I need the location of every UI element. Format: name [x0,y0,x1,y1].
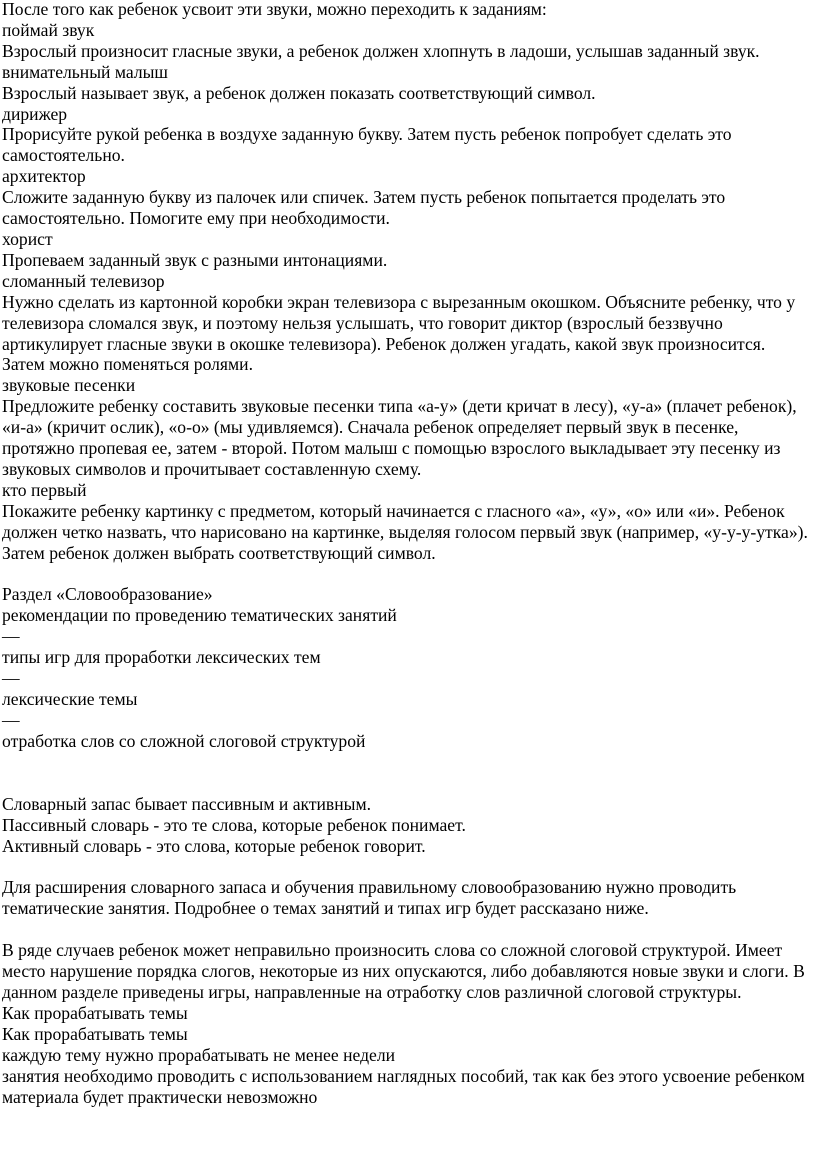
game-title-catch-sound: поймай звук [2,19,95,40]
section-link-game-types[interactable]: типы игр для проработки лексических тем [2,647,321,668]
section-separator: — [2,709,20,730]
section-link-recommendations[interactable]: рекомендации по проведению тематических занятий [2,605,397,626]
vocab-line: Пассивный словарь - это те слова, которые ребенок понимает. [2,814,466,835]
howto-heading: Как прорабатывать темы [2,1002,188,1023]
game-text-who-first: Покажите ребенку картинку с предметом, который начинается с гласного «а», «у», «о» или «и». Ребенок должен четко назвать, что нарисовано на картинке, выделяя голосом первый звук (например, «у-у-у-утка»). Затем ребенок должен выбрать соответствующий символ. [2,500,808,563]
section-separator: — [2,626,20,647]
game-text-broken-tv: Нужно сделать из картонной коробки экран телевизора с вырезанным окошком. Объясните ребенку, что у телевизора сломался звук, и поэтому нельзя услышать, что говорит диктор (взрослый беззвучно артикулирует гласные звуки в окошке телевизора). Ребенок должен угадать, какой звук произносится. Затем можно поменяться ролями. [2,291,796,375]
howto-rule: каждую тему нужно прорабатывать не менее недели [2,1044,396,1065]
spacer [2,752,808,794]
game-title-conductor: дирижер [2,103,68,124]
game-text-conductor: Прорисуйте рукой ребенка в воздухе заданную букву. Затем пусть ребенок попробует сделать это самостоятельно. [2,124,732,166]
spacer [2,919,808,940]
howto-heading: Как прорабатывать темы [2,1023,188,1044]
game-text-architect: Сложите заданную букву из палочек или спичек. Затем пусть ребенок попытается проделать это самостоятельно. Помогите ему при необходимости. [2,187,726,229]
game-text-chorister: Пропеваем заданный звук с разными интонациями. [2,249,388,270]
spacer [2,563,808,584]
themes-paragraph: Для расширения словарного запаса и обучения правильному словообразованию нужно проводить тематические занятия. Подробнее о темах занятий и типах игр будет рассказано ниже. [2,877,737,919]
section-link-syllable-structure[interactable]: отработка слов со сложной слоговой структурой [2,730,366,751]
section-link-lexical-themes[interactable]: лексические темы [2,689,138,709]
section-separator: — [2,668,20,689]
game-title-chorister: хорист [2,228,53,249]
vocab-line: Активный словарь - это слова, которые ребенок говорит. [2,835,426,856]
howto-rule: занятия необходимо проводить с использованием наглядных пособий, так как без этого усвоение ребенком материала будет практически невозможно [2,1065,805,1107]
vocab-line: Словарный запас бывает пассивным и активным. [2,793,372,814]
section-title: Раздел «Словообразование» [2,584,213,605]
syllables-paragraph: В ряде случаев ребенок может неправильно произносить слова со сложной слоговой структурой. Имеет место нарушение порядка слогов, некоторые из них опускаются, либо добавляются новые звуки и слоги. В данном разделе приведены игры, направленные на отработку слов различной слоговой структуры. [2,940,805,1003]
spacer [2,856,808,877]
game-title-sound-songs: звуковые песенки [2,375,136,396]
game-text-catch-sound: Взрослый произносит гласные звуки, а ребенок должен хлопнуть в ладоши, услышав заданный звук. [2,40,760,61]
game-title-attentive-kid: внимательный малыш [2,61,168,82]
game-title-broken-tv: сломанный телевизор [2,270,165,291]
games-intro: После того как ребенок усвоит эти звуки, можно переходить к заданиям: [2,0,547,19]
game-title-who-first: кто первый [2,479,87,500]
game-text-sound-songs: Предложите ребенку составить звуковые песенки типа «а-у» (дети кричат в лесу), «у-а» (плачет ребенок), «и-а» (кричит ослик), «о-о» (мы удивляемся). Сначала ребенок определяет первый звук в песенке, протяжно пропевая ее, затем - второй. Потом малыш с помощью взрослого выкладывает эту песенку из звуковых символов и прочитывает составленную схему. [2,396,797,479]
game-text-attentive-kid: Взрослый называет звук, а ребенок должен показать соответствующий символ. [2,82,596,103]
game-title-architect: архитектор [2,166,86,187]
